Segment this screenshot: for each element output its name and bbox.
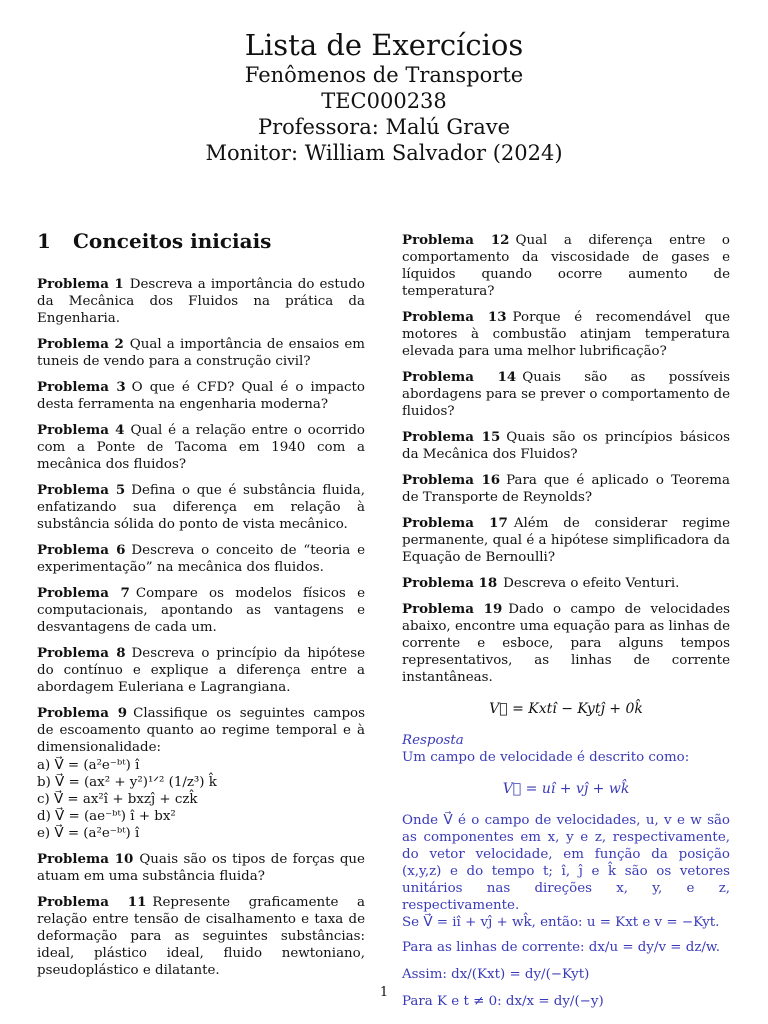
problem-text: Além de considerar regime permanente, qual é a hipótese simplificadora da Equação de Bernoulli?: [402, 516, 730, 565]
problem-text: Defina o que é substância fluida, enfatizando sua diferença em relação à substância sólida do ponto de vista mecânico.: [37, 483, 365, 532]
field-item: a) V⃗ = (a²e⁻ᵇᵗ) î: [37, 758, 140, 773]
response-streamlines-line: Para as linhas de corrente: dx/u = dy/v = dz/w.: [402, 940, 721, 955]
problem-text: Descreva a importância do estudo da Mecânica dos Fluidos na prática da Engenharia.: [37, 277, 365, 326]
field-item: c) V⃗ = ax²î + bxzĵ + czk̂: [37, 792, 198, 807]
problem-item: [37, 422, 365, 473]
problem-text: Qual a importância de ensaios em tuneis de vendo para a construção civil?: [37, 337, 365, 369]
response-para-k-line: Para K e t ≠ 0: dx/x = dy/(−y): [402, 994, 604, 1009]
section-title: Conceitos iniciais: [73, 229, 272, 253]
problem-label: Problema 12: [402, 232, 510, 248]
problem-label: Problema 14: [402, 369, 517, 385]
problem-item: [402, 575, 730, 592]
field-item: b) V⃗ = (ax² + y²)¹ᐟ² (1/z³) k̂: [37, 775, 217, 790]
left-column: [37, 228, 365, 988]
problem-item: [37, 482, 365, 533]
problem-label: Problema 17: [402, 515, 508, 531]
problem-text: Qual a diferença entre o comportamento da viscosidade de gases e líquidos quando ocorre aumento de temperatura?: [402, 233, 730, 299]
course-name: Fenômenos de Transporte: [244, 63, 524, 87]
problem-label: Problema 7: [37, 585, 130, 601]
problem-label: Problema 13: [402, 309, 507, 325]
problem-text: Para que é aplicado o Teorema de Transporte de Reynolds?: [402, 473, 730, 505]
response-assim-line: Assim: dx/(Kxt) = dy/(−Kyt): [402, 967, 590, 982]
problem-text: Descreva o conceito de “teoria e experimentação” na mecânica dos fluidos.: [37, 543, 366, 575]
page-number: 1: [379, 985, 389, 1000]
problem-item: [402, 472, 730, 506]
problem-text: Qual é a relação entre o ocorrido com a Ponte de Tacoma em 1940 com a mecânica dos fluidos?: [37, 423, 365, 472]
response-general-equation: V⃗ = uî + vĵ + wk̂: [502, 781, 630, 797]
problem-label: Problema 1: [37, 276, 124, 292]
field-item: e) V⃗ = (a²e⁻ᵇᵗ) î: [37, 826, 140, 841]
problem-text: Quais são as possíveis abordagens para se prever o comportamento de fluidos?: [402, 370, 730, 419]
document-header: [0, 28, 768, 166]
problem-label: Problema 16: [402, 472, 501, 488]
problem-item: [37, 851, 365, 885]
problem-label: Problema 11: [37, 894, 147, 910]
problem-item: [402, 515, 730, 566]
problem-text: Descreva o efeito Venturi.: [503, 576, 680, 591]
monitor-line: Monitor: William Salvador (2024): [205, 141, 563, 165]
response-intro: Um campo de velocidade é descrito como:: [402, 750, 690, 765]
professor-line: Professora: Malú Grave: [257, 115, 511, 139]
problem-label: Problema 6: [37, 542, 126, 558]
problem-item: [37, 705, 365, 756]
problem-label: Problema 8: [37, 645, 126, 661]
field-item: d) V⃗ = (ae⁻ᵇᵗ) î + bx²: [37, 809, 176, 824]
left-problem-list: [37, 276, 365, 756]
left-problem-list-2: [37, 851, 365, 979]
problem-text: O que é CFD? Qual é o impacto desta ferramenta na engenharia moderna?: [37, 380, 365, 412]
response-title: Resposta: [402, 733, 464, 748]
problem-text: Descreva o princípio da hipótese do contínuo e explique a diferença entre a abordagem Euleriana e Lagrangiana.: [37, 646, 365, 695]
response-block: [402, 732, 730, 1010]
problem-item: [37, 336, 365, 370]
right-column: [402, 232, 730, 1010]
problem-text: Quais são os princípios básicos da Mecânica dos Fluidos?: [402, 430, 730, 462]
problem-item: [37, 276, 365, 327]
problem-label: Problema 2: [37, 336, 124, 352]
problem-item: [402, 232, 730, 300]
right-problem-list: [402, 232, 730, 686]
problem-label: Problema 18: [402, 575, 498, 591]
problem-text: Represente graficamente a relação entre tensão de cisalhamento e taxa de deformação para as seguintes substâncias: ideal, plástico ideal, fluido newtoniano, pseudoplástico e dilatante.: [37, 895, 365, 978]
problem-item: [402, 429, 730, 463]
problem-item: [402, 601, 730, 686]
problem-label: Problema 5: [37, 482, 126, 498]
problem-text: Compare os modelos físicos e computacionais, apontando as vantagens e desvantagens de cada um.: [37, 586, 365, 635]
problem-item: [37, 542, 365, 576]
problem-label: Problema 15: [402, 429, 501, 445]
problem-text: Classifique os seguintes campos de escoamento quanto ao regime temporal e à dimensionalidade:: [37, 706, 365, 755]
problem-item: [37, 585, 365, 636]
problem-label: Problema 19: [402, 601, 503, 617]
problem-text: Quais são os tipos de forças que atuam em uma substância fluida?: [37, 852, 365, 884]
problem-label: Problema 4: [37, 422, 125, 438]
problem-19-equation: V⃗ = Kxtî − Kytĵ + 0k̂: [489, 701, 643, 717]
section-number: 1: [37, 229, 51, 253]
field-list: [37, 757, 365, 842]
problem-item: [402, 369, 730, 420]
problem-item: [37, 645, 365, 696]
problem-label: Problema 10: [37, 851, 134, 867]
problem-text: Porque é recomendável que motores à combustão atinjam temperatura elevada para uma melhor lubrificação?: [402, 310, 730, 359]
problem-label: Problema 9: [37, 705, 128, 721]
document-title: Lista de Exercícios: [244, 28, 524, 62]
problem-item: [37, 894, 365, 979]
response-se-line: Se V⃗ = iî + vĵ + wk̂, então: u = Kxt e v = −Kyt.: [402, 915, 720, 930]
problem-item: [37, 379, 365, 413]
response-description: Onde V⃗ é o campo de velocidades, u, v e w são as componentes em x, y e z, respectivamente, do vetor velocidade, em função da posição (x,y,z) e do tempo t; î, ĵ e k̂ são os vetores unitários nas direções x, y, e z, respectivamente.: [402, 813, 730, 913]
section-heading: [37, 228, 365, 254]
problem-text: Dado o campo de velocidades abaixo, encontre uma equação para as linhas de corrente e esboce, para alguns tempos representativos, as linhas de corrente instantâneas.: [402, 602, 730, 685]
problem-label: Problema 3: [37, 379, 126, 395]
problem-item: [402, 309, 730, 360]
course-code: TEC000238: [321, 89, 447, 113]
